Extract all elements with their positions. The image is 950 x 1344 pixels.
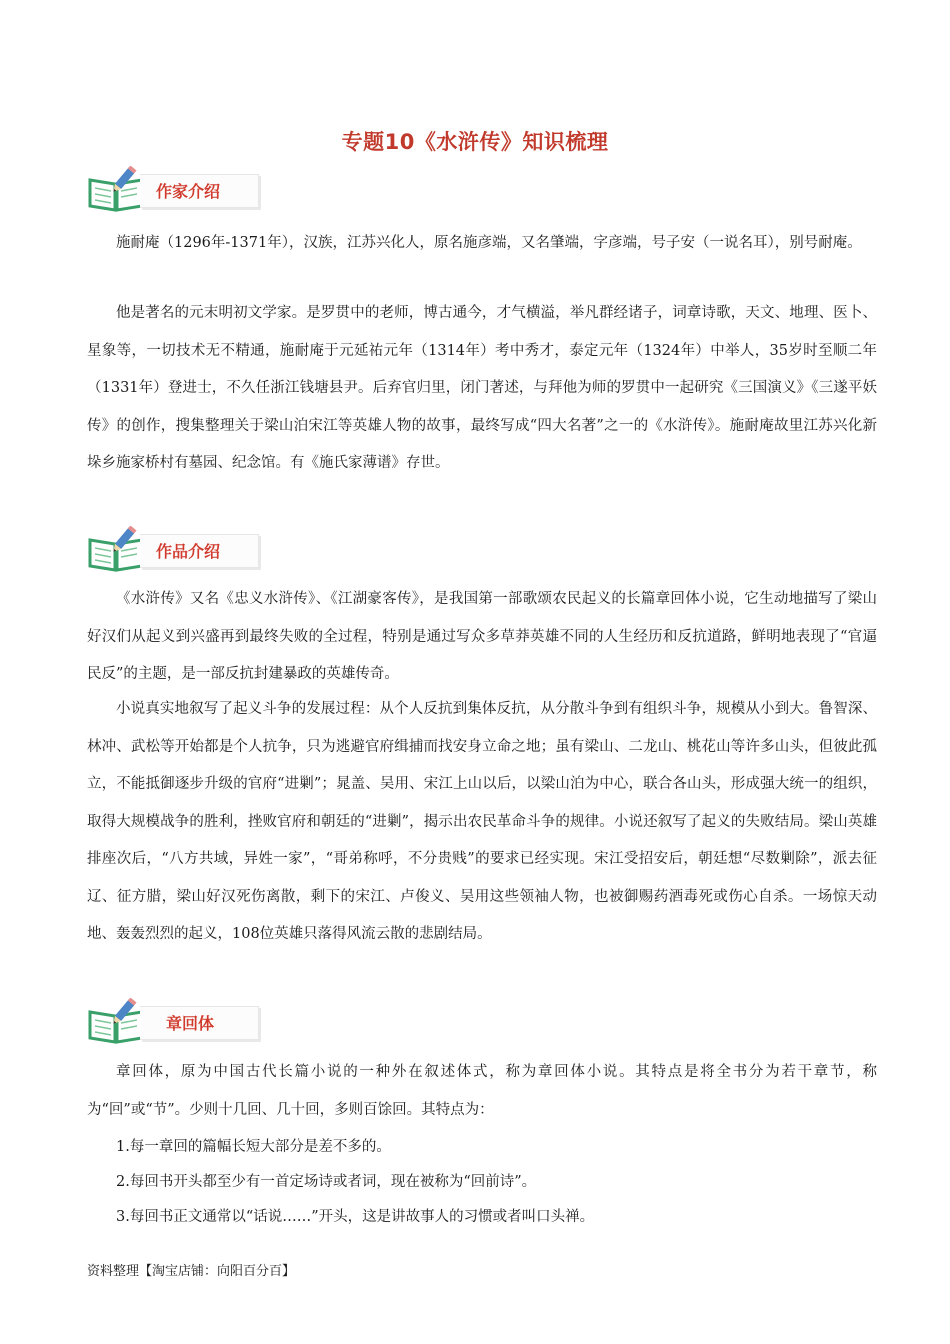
section-title: 作品介绍 [156, 542, 221, 561]
open-book-pencil-icon [86, 526, 146, 574]
paragraph: 《水浒传》又名《忠义水浒传》、《江湖豪客传》，是我国第一部歌颂农民起义的长篇章回体小说，它生动地描写了梁山好汉们从起义到兴盛再到最终失败的全过程，特别是通过写众多草莽英雄不同的人生经历和反抗道路，鲜明地表现了“官逼民反”的主题，是一部反抗封建暴政的英雄传奇。 [87, 591, 877, 682]
open-book-pencil-icon [86, 998, 146, 1046]
list-item: 3.每回书正文通常以“话说……”开头，这是讲故事人的习惯或者叫口头禅。 [116, 1209, 595, 1225]
paragraph: 施耐庵（1296年-1371年），汉族，江苏兴化人，原名施彦端，又名肇端，字彦端，号子安（一说名耳），别号耐庵。 [116, 235, 862, 251]
open-book-pencil-icon [86, 166, 146, 214]
section-header-work [86, 526, 266, 574]
page-title: 专题10《水浒传》知识梳理 [341, 130, 609, 154]
paragraph: 小说真实地叙写了起义斗争的发展过程：从个人反抗到集体反抗，从分散斗争到有组织斗争，规模从小到大。鲁智深、林冲、武松等开始都是个人抗争，只为逃避官府缉捕而找安身立命之地；虽有梁山、二龙山、桃花山等许多山头，但彼此孤立，不能抵御逐步升级的官府“进剿”；晁盖、吴用、宋江上山以后，以梁山泊为中心，联合各山头，形成强大统一的组织，取得大规模战争的胜利，挫败官府和朝廷的“进剿”，揭示出农民革命斗争的规律。小说还叙写了起义的失败结局。梁山英雄排座次后，“八方共域，异姓一家”，“哥弟称呼，不分贵贱”的要求已经实现。宋江受招安后，朝廷想“尽数剿除”，派去征辽、征方腊，梁山好汉死伤离散，剩下的宋江、卢俊义、吴用这些领袖人物，也被御赐药酒毒死或伤心自杀。一场惊天动地、轰轰烈烈的起义，108位英雄只落得风流云散的悲剧结局。 [87, 701, 877, 942]
paragraph: 他是著名的元末明初文学家。是罗贯中的老师，博古通今，才气横溢，举凡群经诸子，词章诗歌，天文、地理、医卜、星象等，一切技术无不精通，施耐庵于元延祐元年（1314年）考中秀才，泰定元年（1324年）中举人，35岁时至顺二年（1331年）登进士，不久任浙江钱塘县尹。后弃官归里，闭门著述，与拜他为师的罗贯中一起研究《三国演义》《三遂平妖传》的创作，搜集整理关于梁山泊宋江等英雄人物的故事，最终写成“四大名著”之一的《水浒传》。施耐庵故里江苏兴化新垛乡施家桥村有墓园、纪念馆。有《施氏家薄谱》存世。 [87, 305, 877, 471]
list-item: 1.每一章回的篇幅长短大部分是差不多的。 [116, 1139, 391, 1155]
list-item: 2.每回书开头都至少有一首定场诗或者词，现在被称为“回前诗”。 [116, 1174, 537, 1190]
footer-note: 资料整理【淘宝店铺：向阳百分百】 [87, 1264, 296, 1279]
section-title: 作家介绍 [156, 182, 221, 201]
section-header-chapter-style [86, 998, 266, 1046]
section-title: 章回体 [166, 1014, 215, 1033]
section-header-author [86, 166, 266, 214]
paragraph: 章回体，原为中国古代长篇小说的一种外在叙述体式，称为章回体小说。其特点是将全书分为若干章节，称为“回”或“节”。少则十几回、几十回，多则百馀回。其特点为： [87, 1064, 877, 1118]
